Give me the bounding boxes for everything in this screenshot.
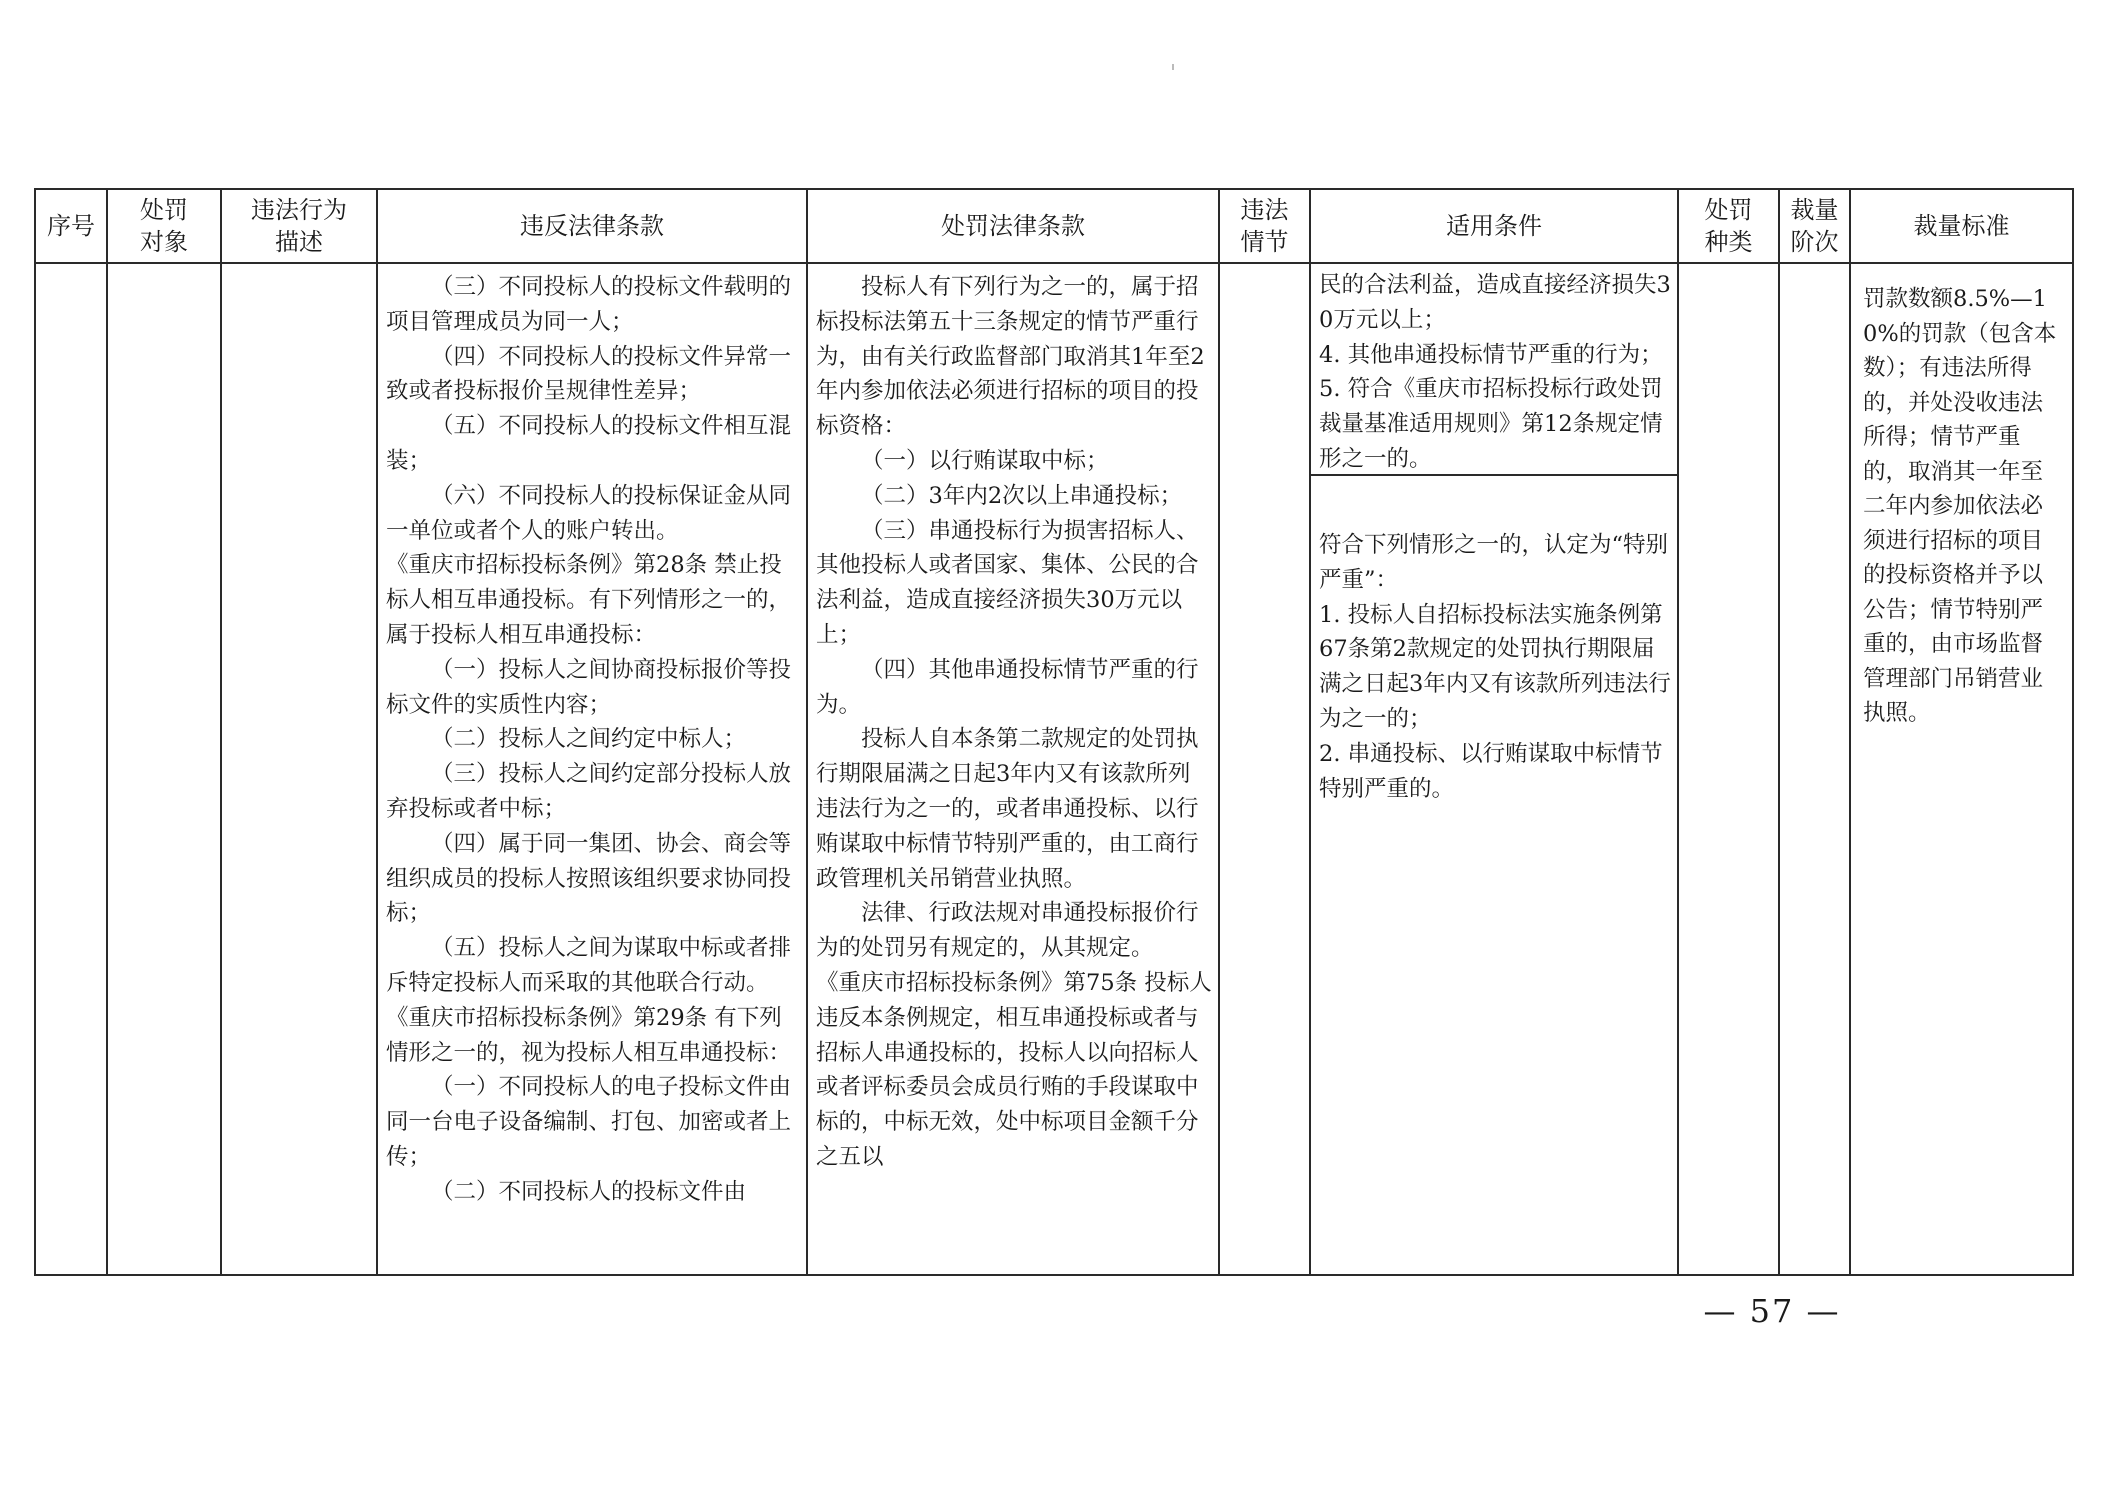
conditions-split: [1311, 264, 1677, 1274]
discretion-standard-text: 罚款数额8.5%—10%的罚款（包含本数）；有违法所得的，并处没收违法所得；情节严重的，取消其一年至二年内参加依法必须进行招标的项目的投标资格并予以公告；情节特别严重的，由市场监督管理部门吊销营业执照。: [1863, 286, 2057, 726]
paragraph: 4. 其他串通投标情节严重的行为；: [1319, 341, 1663, 368]
conditions-serious: [1311, 264, 1677, 476]
cell-target: [107, 263, 221, 1275]
paragraph: （五）投标人之间为谋取中标或者排斥特定投标人而采取的其他联合行动。: [386, 935, 792, 996]
paragraph: 《重庆市招标投标条例》第29条 有下列情形之一的，视为投标人相互串通投标：: [386, 1004, 792, 1066]
paragraph: （三）投标人之间约定部分投标人放弃投标或者中标；: [386, 761, 792, 822]
cell-discretion-level: [1779, 263, 1850, 1275]
cell-violation-desc: [221, 263, 377, 1275]
conditions-especially-serious: [1311, 476, 1677, 1274]
paragraph: （一）投标人之间协商投标报价等投标文件的实质性内容；: [386, 656, 792, 718]
paragraph: 法律、行政法规对串通投标报价行为的处罚另有规定的，从其规定。: [816, 900, 1199, 962]
cell-plot: [1219, 263, 1310, 1275]
header-conditions: 适用条件: [1310, 189, 1678, 263]
paragraph: 1. 投标人自招标投标法实施条例第67条第2款规定的处罚执行期限届满之日起3年内又有该款所列违法行为之一的；: [1319, 601, 1671, 732]
paragraph: （二）不同投标人的投标文件由: [431, 1178, 747, 1205]
header-row: [35, 189, 2073, 263]
paragraph: （四）属于同一集团、协会、商会等组织成员的投标人按照该组织要求协同投标；: [386, 830, 792, 927]
paragraph: （五）不同投标人的投标文件相互混装；: [386, 413, 792, 474]
body-row: [35, 263, 2073, 1275]
paragraph: （四）不同投标人的投标文件异常一致或者投标报价呈规律性差异；: [386, 343, 792, 405]
header-penalty-type: 处罚 种类: [1678, 189, 1779, 263]
penalty-discretion-table: [34, 188, 2074, 1276]
paragraph: 符合下列情形之一的，认定为“特别严重”：: [1319, 532, 1669, 593]
header-plot: 违法 情节: [1219, 189, 1310, 263]
header-target: 处罚 对象: [107, 189, 221, 263]
header-discretion-standard: 裁量标准: [1850, 189, 2073, 263]
cell-penalty-law: [807, 263, 1219, 1275]
paragraph: （一）以行贿谋取中标；: [861, 447, 1109, 474]
paragraph: 2. 串通投标、以行贿谋取中标情节特别严重的。: [1319, 740, 1663, 802]
paragraph: （二）3年内2次以上串通投标；: [861, 482, 1183, 509]
header-seq: 序号: [35, 189, 107, 263]
cell-penalty-type: [1678, 263, 1779, 1275]
paragraph: （二）投标人之间约定中标人；: [431, 726, 747, 753]
paragraph: （六）不同投标人的投标保证金从同一单位或者个人的账户转出。: [386, 482, 792, 544]
cell-conditions: [1310, 263, 1678, 1275]
cell-seq: [35, 263, 107, 1275]
paragraph: 投标人自本条第二款规定的处罚执行期限届满之日起3年内又有该款所列违法行为之一的，或者串通投标、以行贿谋取中标情节特别严重的，由工商行政管理机关吊销营业执照。: [816, 726, 1199, 892]
header-discretion-level: 裁量 阶次: [1779, 189, 1850, 263]
paragraph: （一）不同投标人的电子投标文件由同一台电子设备编制、打包、加密或者上传；: [386, 1074, 792, 1170]
violated-law-text: [378, 264, 806, 1210]
paragraph: 民的合法利益，造成直接经济损失30万元以上；: [1319, 272, 1671, 333]
paragraph: 《重庆市招标投标条例》第28条 禁止投标人相互串通投标。有下列情形之一的，属于投标人相互串通投标：: [386, 552, 792, 648]
header-violated-law: 违反法律条款: [377, 189, 807, 263]
header-violation-desc: 违法行为 描述: [221, 189, 377, 263]
scan-speck: [1172, 64, 1174, 70]
header-penalty-law: 处罚法律条款: [807, 189, 1219, 263]
paragraph: （三）串通投标行为损害招标人、其他投标人或者国家、集体、公民的合法利益，造成直接经济损失30万元以上；: [816, 517, 1199, 648]
cell-violated-law: [377, 263, 807, 1275]
paragraph: （三）不同投标人的投标文件载明的项目管理成员为同一人；: [386, 274, 792, 335]
paragraph: （四）其他串通投标情节严重的行为。: [816, 656, 1199, 718]
paragraph: 《重庆市招标投标条例》第75条 投标人违反本条例规定，相互串通投标或者与招标人串通投标的，投标人以向招标人或者评标委员会成员行贿的手段谋取中标的，中标无效，处中标项目金额千分之五以: [816, 969, 1212, 1170]
page-number: — 57 —: [1703, 1292, 1841, 1330]
paragraph: 投标人有下列行为之一的，属于招标投标法第五十三条规定的情节严重行为，由有关行政监督部门取消其1年至2年内参加依法必须进行招标的项目的投标资格：: [816, 274, 1205, 440]
paragraph: 5. 符合《重庆市招标投标行政处罚裁量基准适用规则》第12条规定情形之一的。: [1319, 376, 1663, 472]
penalty-law-text: [808, 264, 1218, 1175]
cell-discretion-standard: [1850, 263, 2073, 1275]
